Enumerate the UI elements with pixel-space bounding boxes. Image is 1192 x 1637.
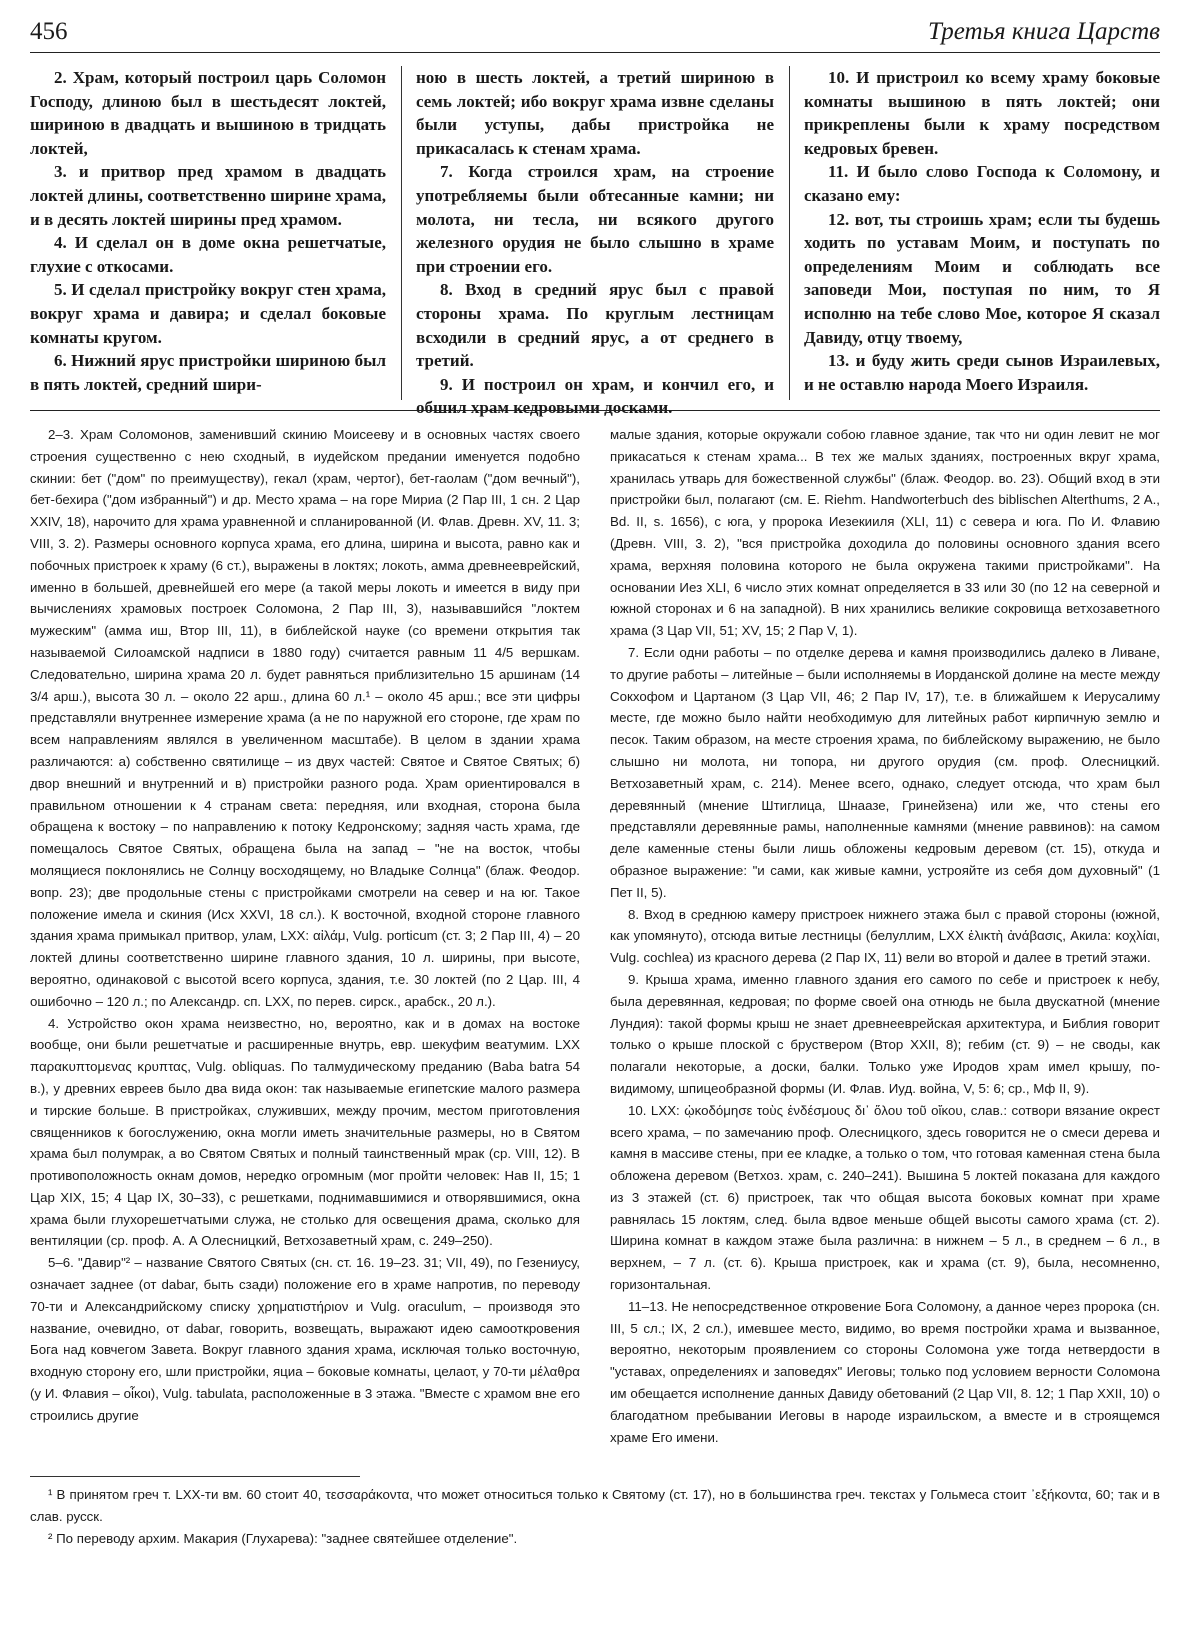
- commentary-paragraph: 9. Крыша храма, именно главного здания его самого по себе и пристроек к небу, была деревянная, кедровая; по форме своей она отнюдь не была двускатной (мнение Лундия): такой формы крыш не знает древнееврейская архитектура, и Библия говорит только о крыше плоской с бруствером (Втор XXII, 8); гебим (ст. 9) – не своды, как полагали некоторые, а доски, балки. Только уже Иродов храм имел крышу, по-видимому, шпицеобразной формы (И. Флав. Иуд. война, V, 5: 6; ср., Мф II, 9).: [610, 971, 1160, 1096]
- footnotes: [30, 1484, 1160, 1550]
- verse-paragraph: 11. И было слово Господа к Соломону, и сказано ему:: [804, 162, 1160, 205]
- commentary-paragraph: 8. Вход в среднюю камеру пристроек нижнего этажа был с правой стороны (южной, как упомянуто), отсюда витые лестницы (белуллим, LXX ἑλικτὴ ἀνάβασις, Акила: κοχλίαι, Vulg. cochlea) из красного дерева (2 Пар IX, 11) вели во второй и далее в третий этажи.: [610, 906, 1160, 966]
- commentary-paragraph: малые здания, которые окружали собою главное здание, так что ни один левит не мог прикасаться к стенам храма... В тех же малых зданиях, построенных вкруг храма, хранилась утварь для божественной службы" (блаж. Феодор. во. 23). Общий вход в эти пристройки был, полагают (см. E. Riehm. Handworterbuch des biblischen Alterthums, 2 A., Bd. II, s. 1656), с юга, у пророка Иезекииля (XLI, 11) с севера и юга. По И. Флавию (Древн. VIII, 3. 2), "вся пристройка доходила до половины основного здания всего храма, верхняя половина которого не была окружена такими пристройками". На основании Иез XLI, 6 число этих комнат определяется в 33 или 30 (по 12 на северной и южной сторонах и 6 на западной). В них хранились великие сокровища ветхозаветного храма (3 Цар VII, 51; XV, 15; 2 Пар V, 1).: [610, 427, 1160, 639]
- verse-paragraph: 13. и буду жить среди сынов Израилевых, и не оставлю народа Моего Израиля.: [804, 351, 1160, 394]
- column-divider: [401, 66, 402, 400]
- footnote-divider: [30, 1476, 360, 1477]
- verse-paragraph: 9. И построил он храм, и кончил его, и обшил храм кедровыми досками.: [416, 374, 774, 418]
- commentary-paragraph: 10. LXX: ᾠκοδόμησε τοὺς ἐνδέσμους δι᾽ ὅλου τοῦ οἴκου, слав.: сотвори вязание окрест всего храма, – по замечанию проф. Олесницкого, здесь говорится не о смеси дерева и камня в массиве стены, при ее кладке, а только о том, что готовая каменная стена была обложена деревом (Ветхоз. храм, с. 240–241). Вышина 5 локтей показана для каждого из 3 этажей (ст. 6) пристроек, так что общая высота боковых комнат при храме равнялась 15 локтям, след. была вдвое меньше общей высоты самого храма (ст. 2). Ширина комнат в каждом этаже была различна: в нижнем – 5 л., в среднем – 6 л., в верхнем, – 7 л. (ст. 6). Крыша пристроек, как и храма (ст. 9), была, несомненно, горизонтальная.: [610, 1102, 1160, 1293]
- verse-paragraph: 6. Нижний ярус пристройки шириною был в пять локтей, средний шири-: [30, 351, 386, 394]
- commentary-column-1: [30, 424, 580, 1448]
- running-title: Третья книга Царств: [927, 18, 1160, 45]
- scripture-column-3: [804, 66, 1160, 400]
- verse-paragraph: 10. И пристроил ко всему храму боковые комнаты вышиною в пять локтей; они прикреплены были к храму посредством кедровых бревен.: [804, 68, 1160, 158]
- scripture-text: [30, 66, 1160, 418]
- commentary-paragraph: 5–6. "Давир"² – название Святого Святых (сн. ст. 16. 19–23. 31; VII, 49), по Гезениусу, означает заднее (от dabar, быть сзади) положение его в храме напротив, по переводу 70-ти и Александрийскому списку χρηματιστήριον и Vulg. oraculum, – производя это название, очевидно, от dabar, говорить, возвещать, выражают идею самооткровения Бога над ковчегом Завета. Вокруг главного здания храма, исключая только восточную, входную сторону его, шли пристройки, яциа – боковые комнаты, целаот, у 70-ти μέλαθρα (у И. Флавия – οἶκοι), Vulg. tabulata, расположенные в 3 этажа. "Вместе с храмом вне его строились другие: [30, 1255, 580, 1423]
- verse-paragraph: 2. Храм, который построил царь Соломон Господу, длиною был в шестьдесят локтей, шириною в двадцать и вышиною в тридцать локтей,: [30, 68, 386, 158]
- page-header: [30, 18, 1160, 53]
- verse-paragraph: 3. и притвор пред храмом в двадцать локтей длины, соответственно ширине храма, и в десять локтей ширины пред храмом.: [30, 162, 386, 229]
- verse-paragraph: ною в шесть локтей, а третий шириною в семь локтей; ибо вокруг храма извне сделаны были уступы, дабы пристройка не прикасалась к стенам храма.: [416, 68, 774, 158]
- footnote: ² По переводу архим. Макария (Глухарева): "заднее святейшее отделение".: [48, 1531, 518, 1546]
- commentary-column-2: [610, 424, 1160, 1448]
- commentary-paragraph: 7. Если одни работы – по отделке дерева и камня производились далеко в Ливане, то другие работы – литейные – были исполняемы в Иорданской долине на месте между Сокхофом и Цартаном (3 Цар VII, 46; 2 Пар IV, 17), т.е. в ближайшем к Иерусалиму месте, где можно было найти необходимую для литейных работ кирпичную землю и песок. Таким образом, на месте строения храма, по библейскому выражению, не было слышно ни молота, ни топора, ни другого орудия (см. проф. Олесницкий. Ветхозаветный храм, с. 214). Менее всего, однако, следует отсюда, что храм был деревянный (мнение Штиглица, Шнаазе, Гринейзена) или же, что стены его представляли деревянные рамы, наполненные камнями (мнение раввинов): на самом деле каменные стены были лишь обложены кедровым деревом (ст. 15), откуда и образное выражение: "и сами, как живые камни, устрояйте из себя дом духовный" (1 Пет II, 5).: [610, 644, 1160, 900]
- verse-paragraph: 4. И сделал он в доме окна решетчатые, глухие с откосами.: [30, 233, 386, 276]
- commentary-paragraph: 11–13. Не непосредственное откровение Бога Соломону, а данное через пророка (сн. III, 5 сл.; IX, 2 сл.), имевшее место, видимо, во время постройки храма и вызванное, вероятно, некоторым проявлением со стороны Соломона уже тогда нетвердости в "уставах, определениях и заповедях" Иеговы; только под условием верности Соломона им обещается исполнение данных Давиду обетований (2 Цар VII, 8. 12; 1 Пар XXII, 10) о благодатном пребывании Иеговы в народе израильском, а вместе и в строящемся храме Его имени.: [610, 1298, 1160, 1445]
- page-number: 456: [30, 18, 68, 45]
- verse-paragraph: 12. вот, ты строишь храм; если ты будешь ходить по уставам Моим, и поступать по определениям Моим и соблюдать все заповеди Мои, поступая по ним, то Я исполню на тебе слово Мое, которое Я сказал Давиду, отцу твоему,: [804, 209, 1160, 347]
- scripture-column-1: [30, 66, 386, 400]
- scripture-column-2: [416, 66, 774, 418]
- footnote: ¹ В принятом греч т. LXX-ти вм. 60 стоит 40, τεσσαράκοντα, что может относиться только к Святому (ст. 17), но в большинства греч. текстах у Гольмеса стоит ᾽εξήκοντα, 60; так и в слав. русск.: [30, 1487, 1160, 1524]
- verse-paragraph: 5. И сделал пристройку вокруг стен храма, вокруг храма и давира; и сделал боковые комнаты кругом.: [30, 280, 386, 347]
- column-divider: [789, 66, 790, 400]
- commentary-paragraph: 2–3. Храм Соломонов, заменивший скинию Моисееву и в основных частях своего строения существенно с нею сходный, в иудейском предании именуется подобно скинии: бет ("дом" по преимуществу), гекал (храм, чертог), бет-гаолам ("дом вечный"), бет-бехира ("дом избранный") и др. Место храма – на горе Мириа (2 Пар III, 1 сн. 2 Цар XXIV, 18), нарочито для храма уравненной и спланированной (И. Флав. Древн. XV, 11. 3; VIII, 3. 2). Размеры основного корпуса храма, его длина, ширина и высота, равно как и побочных пристроек к храму (6 ст.), выражены в локтях; локоть, амма древнееврейский, именно в большей, древнейшей его мере (а такой меры локоть и имеется в виду при вычислениях храмовых построек Соломона, 2 Пар III, 3), называвшийся "локтем мужеским" (амма иш, Втор III, 11), в библейской науке (со времени открытия так называемой Силоамской надписи в 1880 году) считается равным 11 4/5 вершкам. Следовательно, ширина храма 20 л. будет равняться приблизительно 15 аршинам (14 3/4 арш.), высота 30 л. – около 22 арш., длина 60 л.¹ – около 45 арш.; все эти цифры представляли внутреннее измерение храма (а не по наружной его стороне, где храм по всем направлениям являлся в увеличенном масштабе). В целом в здании храма различаются: а) собственно святилище – из двух частей: Святое и Святое Святых; б) двор внешний и внутренний и в) пристройки разного рода. Храм ориентировался в правильном отношении к 4 странам света: передняя, или входная, сторона была обращена к востоку – по направлению к потоку Кедронскому; задняя часть храма, где помещалось Святое Святых, обращена была на запад – "не на восток, чтобы молящиеся поклонялись не Солнцу восходящему, но Владыке Солнца" (блаж. Феодор. вопр. 23); две продольные стены с пристройками смотрели на север и на юг. Такое положение имела и скиния (Исх XXVI, 18 сл.). К восточной, входной стороне главного здания храма примыкал притвор, улам, LXX: αἰλάμ, Vulg. porticum (ст. 3; 2 Пар III, 4) – 20 локтей длины соответственно ширине главного здания, 10 л. ширины, при высоте, вероятно, одинаковой с высотой всего корпуса, здания, т.е. 30 локтей (по 2 Цар. III, 4 ошибочно – 120 л.; по Александр. сп. LXX, по перев. сирск., арабск., 20 л.).: [30, 427, 580, 1009]
- commentary-paragraph: 4. Устройство окон храма неизвестно, но, вероятно, как и в домах на востоке вообще, они были решетчатые и расширенные внутрь, евр. шекуфим веатумим. LXX παρακυπτομενας κρυπτας, Vulg. obliquas. По талмудическому преданию (Baba batra 54 в.), у древних евреев было два вида окон: так называемые египетские малого размера и тирские больше. В пристройках, служивших, между прочим, местом приготовления священников к богослужению, окна могли иметь значительные размеры, но в Святом храма был полумрак, а во Святом Святых и полный таинственный мрак (ср. VIII, 12). В противоположность окнам домов, нередко огромным (мог пройти человек: Нав II, 15; 1 Цар XIX, 15; 4 Цар IX, 30–33), с решетками, поднимавшимися и отворявшимися, окна храма были глухорешетчатыми служа, не столько для освещения драма, сколько для вентиляции (ср. проф. А. А Олесницкий, Ветхозаветный храм, с. 249–250).: [30, 1015, 580, 1249]
- verse-paragraph: 8. Вход в средний ярус был с правой стороны храма. По круглым лестницам всходили в средний ярус, а от среднего в третий.: [416, 280, 774, 371]
- section-divider: [30, 410, 1160, 411]
- verse-paragraph: 7. Когда строился храм, на строение употребляемы были обтесанные камни; ни молота, ни тесла, ни всякого другого железного орудия не было слышно в храме при строении его.: [416, 162, 774, 276]
